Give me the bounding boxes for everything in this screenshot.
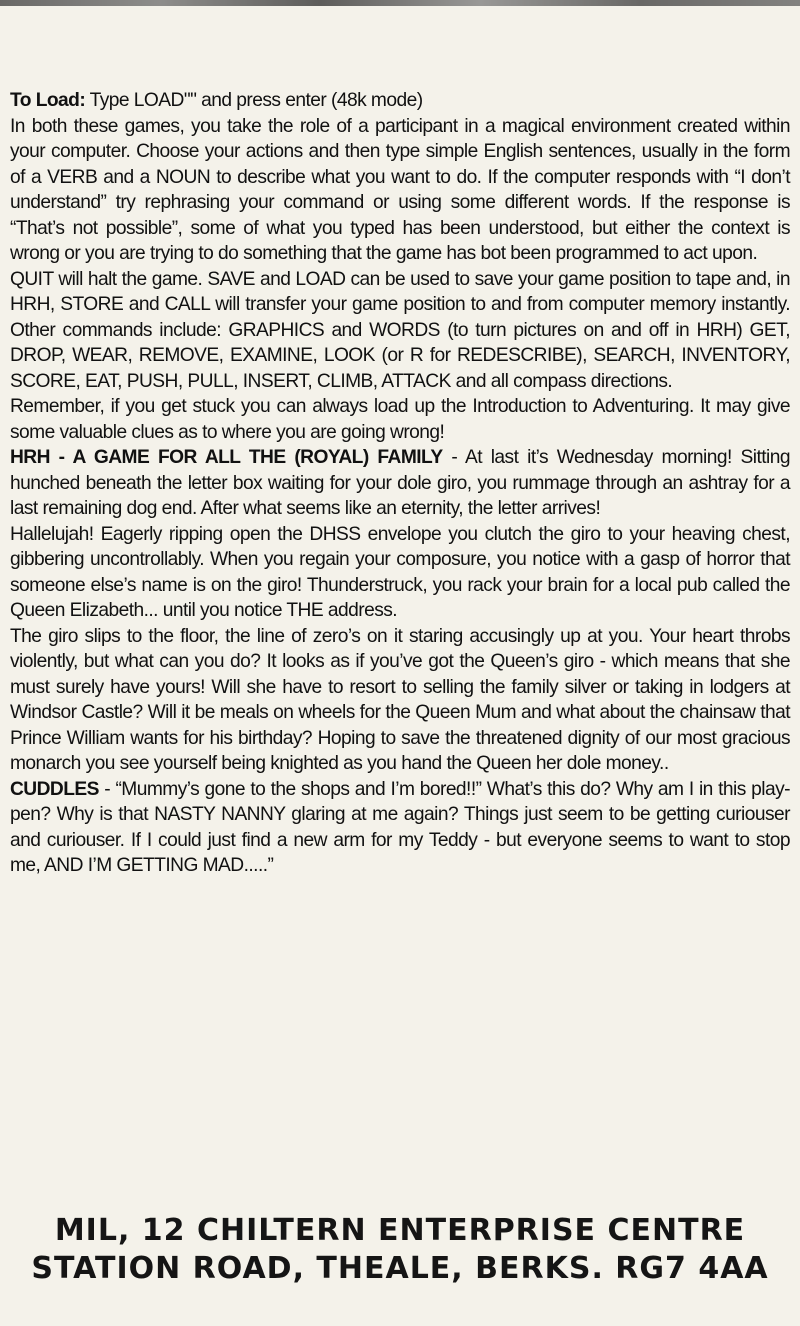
cuddles-title: CUDDLES — [10, 778, 99, 800]
remember-paragraph: Remember, if you get stuck you can always load up the Introduction to Adventuring. It may give some valuable clues as to where you are going wrong! — [10, 396, 790, 443]
intro-paragraph: In both these games, you take the role of a participant in a magical environment created within your computer. Choose your actions and then type simple English sentences, usually in the form of a VERB and a NOUN to describe what you want to do. If the computer responds with “I don’t understand” try rephrasing your command or using some different words. If the response is “That’s not possible”, some of what you typed has been understood, but either the context is wrong or you are trying to do something that the game has bot been programmed to act upon. — [10, 115, 790, 264]
commands-paragraph: QUIT will halt the game. SAVE and LOAD can be used to save your game position to tape and, in HRH, STORE and CALL will transfer your game position to and from computer memory instantly. Other commands include: GRAPHICS and WORDS (to turn pictures on and off in HRH) GET, DROP, WEAR, REMOVE, EXAMINE, LOOK (or R for REDESCRIBE), SEARCH, INVENTORY, SCORE, EAT, PUSH, PULL, INSERT, CLIMB, ATTACK and all compass directions. — [10, 268, 790, 392]
address-line-1: MIL, 12 CHILTERN ENTERPRISE CENTRE — [54, 1213, 746, 1248]
top-edge-strip — [0, 0, 800, 6]
cuddles-text: - “Mummy’s gone to the shops and I’m bored!!” What’s this do? Why am I in this play-pen? Why is that NASTY NANNY glaring at me again? Things just seem to be getting curiouser and curiouser. If I could just find a new arm for my Teddy - but everyone seems to want to stop me, AND I’M GETTING MAD.....” — [10, 778, 790, 876]
hrh-paragraph — [10, 445, 790, 522]
instructions-text — [10, 88, 790, 879]
company-address — [0, 1212, 800, 1288]
giro-paragraph: The giro slips to the floor, the line of zero’s on it staring accusingly up at you. Your heart throbs violently, but what can you do? It looks as if you’ve got the Queen’s giro - which means that she must surely have yours! Will she have to resort to selling the family silver or taking in lodgers at Windsor Castle? Will it be meals on wheels for the Queen Mum and what about the chainsaw that Prince William wants for his birthday? Hoping to save the threatened dignity of our most gracious monarch you see yourself being knighted as you hand the Queen her dole money.. — [10, 625, 790, 774]
hrh-text: - At last it’s Wednesday morning! Sitting hunched beneath the letter box waiting for your dole giro, you rummage through an ashtray for a last remaining dog end. After what seems like an eternity, the letter arrives! — [10, 447, 790, 519]
cuddles-paragraph — [10, 777, 790, 879]
load-text: Type LOAD"" and press enter (48k mode) — [85, 90, 423, 111]
address-line-2: STATION ROAD, THEALE, BERKS. RG7 4AA — [31, 1251, 769, 1286]
load-label: To Load: — [10, 90, 86, 111]
load-instruction — [10, 88, 790, 114]
hrh-title: HRH - A GAME FOR ALL THE (ROYAL) FAMILY — [10, 447, 443, 468]
hallelujah-paragraph: Hallelujah! Eagerly ripping open the DHSS envelope you clutch the giro to your heaving chest, gibbering uncontrollably. When you regain your composure, you notice with a gasp of horror that someone else’s name is on the giro! Thunderstruck, you rack your brain for a local pub called the Queen Elizabeth... until you notice THE address. — [10, 523, 790, 621]
